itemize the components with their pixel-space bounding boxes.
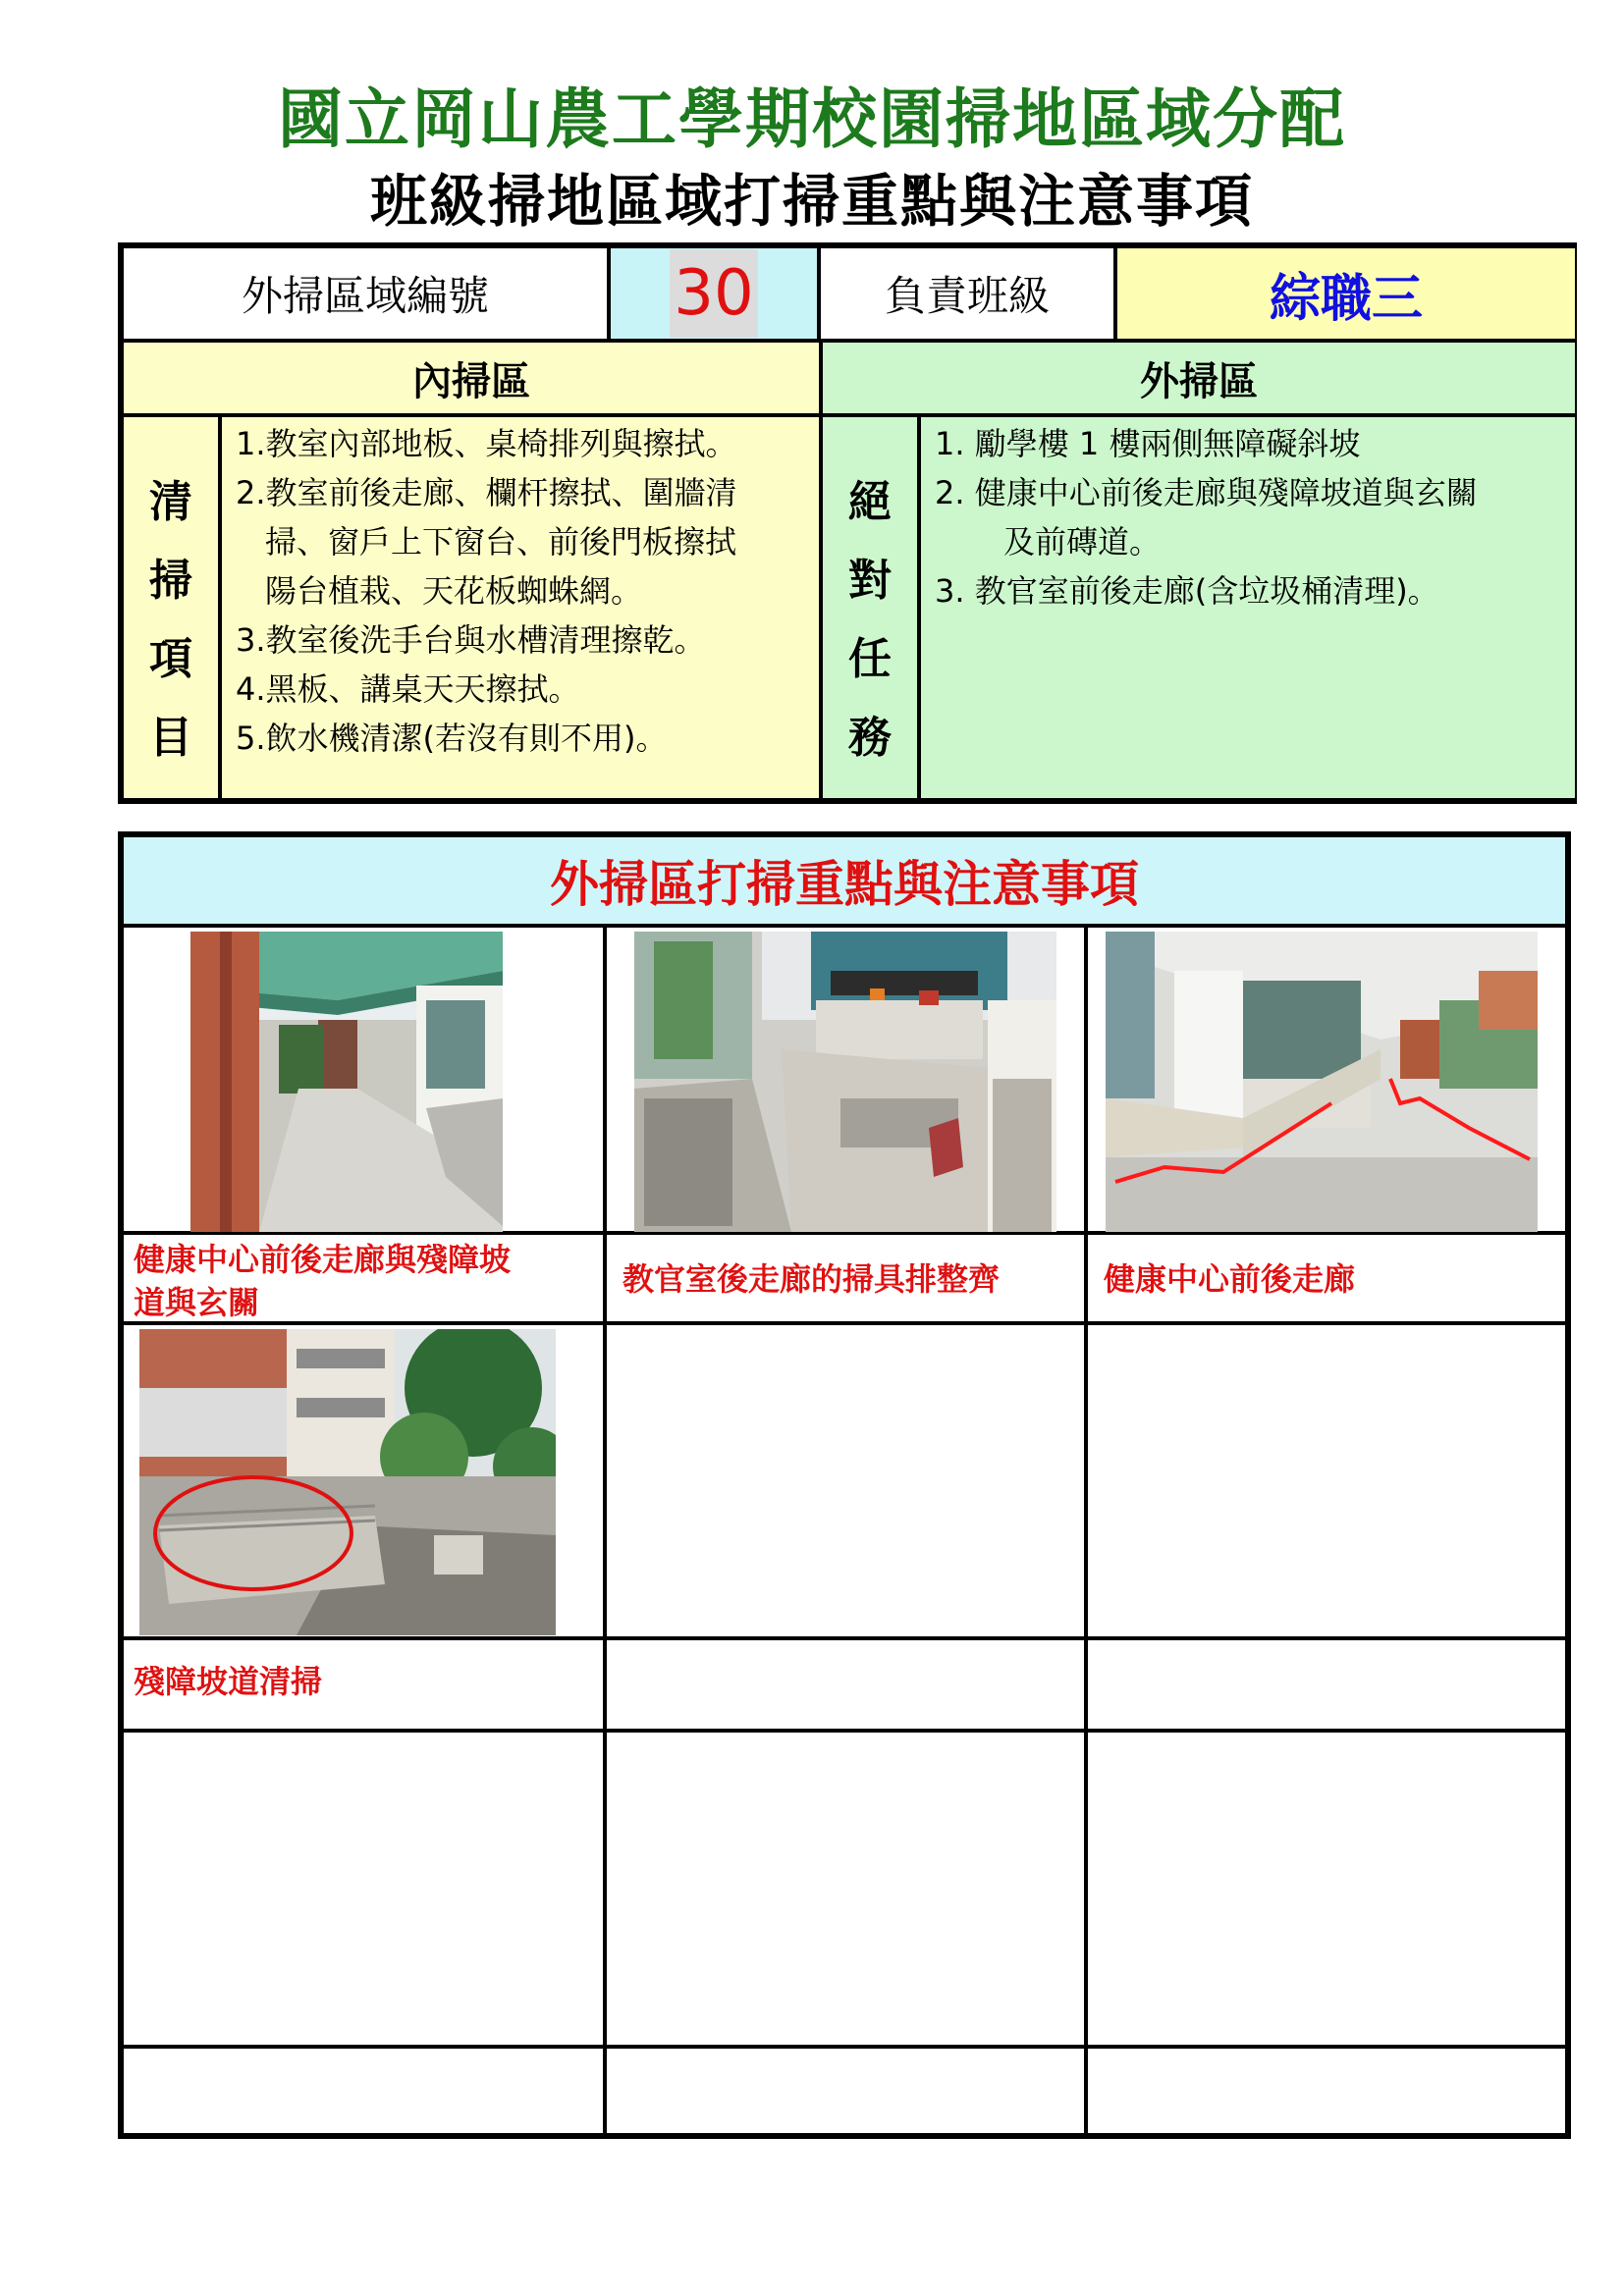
inner-side-char: 掃 bbox=[149, 556, 192, 606]
area-number: 30 bbox=[670, 249, 757, 338]
inner-items-cell bbox=[220, 415, 821, 800]
photo-cell bbox=[605, 1731, 1086, 2047]
outer-item: 2. 健康中心前後走廊與殘障坡道與玄關 bbox=[935, 474, 1478, 511]
inner-area-title: 內掃區 bbox=[412, 358, 530, 404]
outer-area-header bbox=[821, 341, 1577, 415]
photo-cell bbox=[1086, 1731, 1567, 2047]
photo-cell bbox=[605, 1323, 1086, 1638]
caption-cell bbox=[1086, 2047, 1567, 2135]
page-subtitle: 班級掃地區域打掃重點與注意事項 bbox=[369, 168, 1254, 235]
photo-health-center-hallway bbox=[1106, 932, 1538, 1232]
assignment-table bbox=[118, 242, 1577, 804]
photo-accessible-ramp bbox=[139, 1329, 556, 1635]
inner-item: 5.飲水機清潔(若沒有則不用)。 bbox=[236, 720, 668, 757]
inner-item: 掃、窗戶上下窗台、前後門板擦拭 bbox=[265, 523, 737, 561]
caption-cell bbox=[605, 1638, 1086, 1731]
outer-area-title: 外掃區 bbox=[1140, 358, 1258, 404]
outer-side-char: 絕 bbox=[848, 477, 892, 527]
photo-cell bbox=[1086, 1323, 1567, 1638]
outer-item: 及前磚道。 bbox=[1003, 523, 1162, 561]
notes-header bbox=[122, 835, 1567, 926]
outer-items-cell bbox=[919, 415, 1577, 800]
inner-item: 陽台植栽、天花板蜘蛛網。 bbox=[265, 572, 643, 610]
caption-health-center-corridor bbox=[134, 1238, 511, 1324]
class-label: 負責班級 bbox=[884, 272, 1050, 320]
area-label: 外掃區域編號 bbox=[241, 272, 489, 320]
photo-cell bbox=[122, 1731, 605, 2047]
caption-military-office-corridor: 教官室後走廊的掃具排整齊 bbox=[623, 1260, 1001, 1298]
inner-item: 1.教室內部地板、桌椅排列與擦拭。 bbox=[236, 425, 737, 462]
notes-title: 外掃區打掃重點與注意事項 bbox=[550, 856, 1139, 913]
caption-cell bbox=[1086, 1638, 1567, 1731]
inner-item: 3.教室後洗手台與水槽清理擦乾。 bbox=[236, 621, 706, 659]
notes-table bbox=[118, 831, 1571, 2139]
caption-line: 道與玄關 bbox=[134, 1284, 260, 1321]
area-number-cell bbox=[609, 246, 819, 341]
outer-side-label bbox=[821, 415, 919, 800]
caption-cell bbox=[122, 2047, 605, 2135]
class-name: 綜職三 bbox=[1269, 269, 1423, 329]
photo-health-center-corridor bbox=[190, 932, 503, 1232]
outer-side-char: 對 bbox=[848, 556, 892, 606]
inner-item: 2.教室前後走廊、欄杆擦拭、圍牆清 bbox=[236, 474, 737, 511]
page-title: 國立岡山農工學期校園掃地區域分配 bbox=[278, 81, 1346, 157]
caption-line: 健康中心前後走廊與殘障坡 bbox=[134, 1241, 512, 1278]
class-name-cell bbox=[1115, 246, 1577, 341]
outer-item: 3. 教官室前後走廊(含垃圾桶清理)。 bbox=[935, 572, 1439, 610]
class-label-cell bbox=[819, 246, 1115, 341]
inner-side-char: 項 bbox=[149, 634, 192, 684]
outer-side-char: 務 bbox=[848, 713, 892, 763]
inner-side-char: 清 bbox=[149, 477, 192, 527]
photo-military-office-corridor bbox=[634, 932, 1056, 1232]
outer-item: 1. 勵學樓 1 樓兩側無障礙斜坡 bbox=[935, 425, 1361, 462]
inner-side-label bbox=[122, 415, 220, 800]
area-label-cell bbox=[122, 246, 609, 341]
outer-side-char: 任 bbox=[848, 634, 892, 684]
caption-accessible-ramp: 殘障坡道清掃 bbox=[134, 1663, 323, 1700]
caption-health-center-hallway: 健康中心前後走廊 bbox=[1104, 1260, 1356, 1298]
inner-item: 4.黑板、講桌天天擦拭。 bbox=[236, 670, 580, 708]
inner-area-header bbox=[122, 341, 821, 415]
caption-cell bbox=[605, 2047, 1086, 2135]
inner-side-char: 目 bbox=[149, 713, 192, 763]
